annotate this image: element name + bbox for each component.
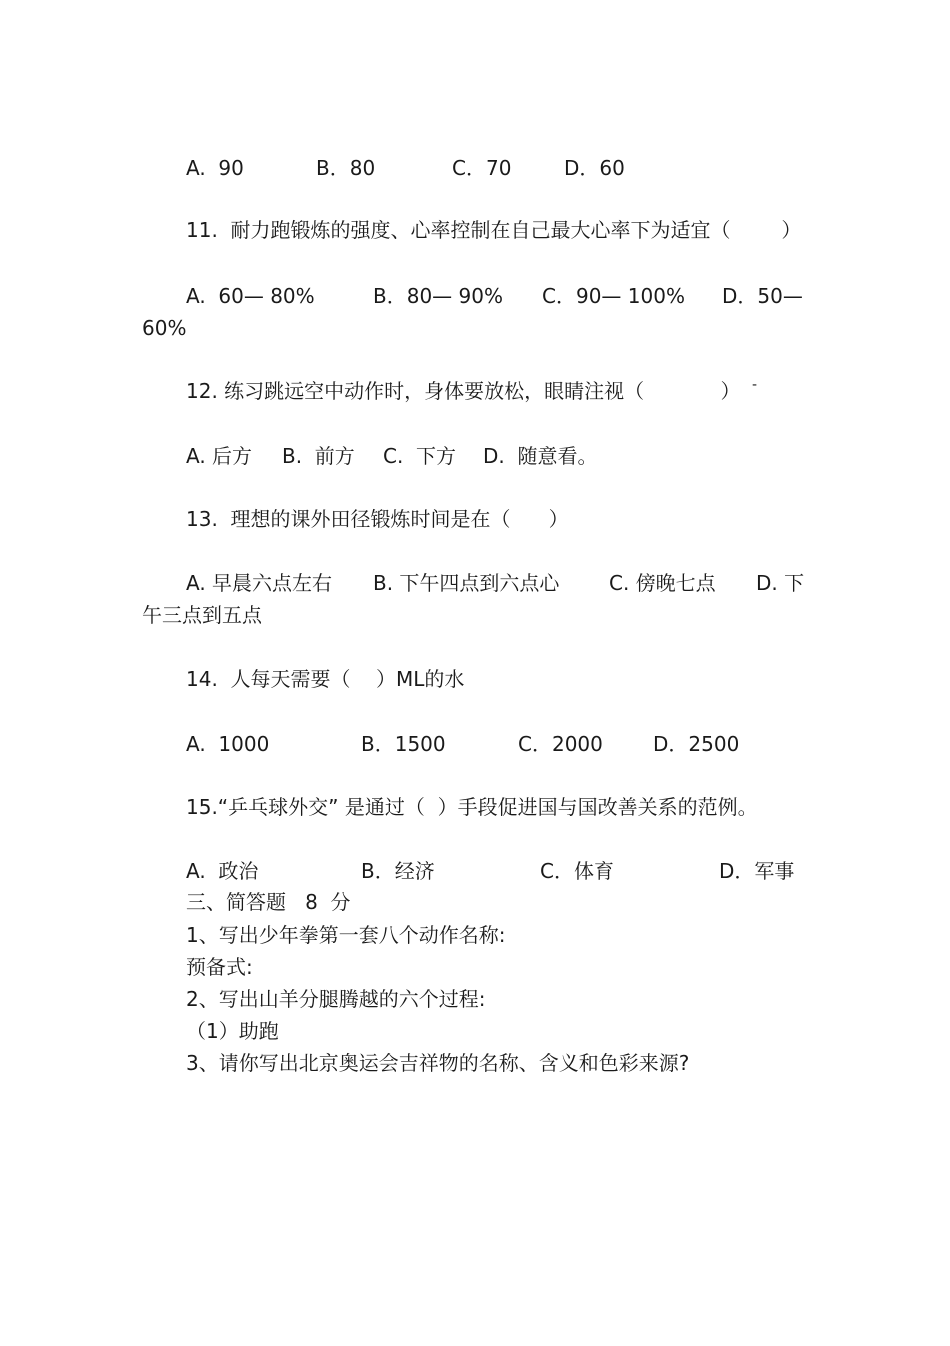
section3-question-3: 3、请你写出北京奥运会吉祥物的名称、含义和色彩来源?: [186, 1051, 690, 1075]
q12-stem: 12. 练习跳远空中动作时，身体要放松，眼睛注视（ ）: [186, 379, 741, 403]
q14-stem: 14. 人每天需要（ ）ML的水: [186, 667, 465, 691]
section3-heading: 三、简答题 8 分: [186, 890, 351, 914]
q11-option-a: A. 60— 80%: [186, 284, 315, 308]
q13-option-d-wrap: 午三点到五点: [142, 603, 262, 627]
q12-option-d: D. 随意看。: [483, 444, 598, 468]
section3-answer-2: （1）助跑: [186, 1019, 279, 1043]
q12-option-b: B. 前方: [282, 444, 355, 468]
q12-stray-mark: -: [752, 377, 758, 393]
q13-option-c: C. 傍晚七点: [609, 571, 716, 595]
q10-option-d: D．60: [564, 156, 625, 180]
q11-option-b: B．80— 90%: [373, 284, 503, 308]
q14-option-b: B．1500: [361, 732, 446, 756]
q12-option-a: A. 后方: [186, 444, 253, 468]
q10-option-a: A. 90: [186, 156, 244, 180]
q10-option-b: B．80: [316, 156, 376, 180]
q11-stem: 11. 耐力跑锻炼的强度、心率控制在自己最大心率下为适宜（ ）: [186, 218, 802, 242]
q15-option-b: B．经济: [361, 859, 435, 883]
q15-option-a: A. 政治: [186, 859, 259, 883]
q15-stem: 15.“乒乓球外交” 是通过（ ）手段促进国与国改善关系的范例。: [186, 795, 758, 819]
q10-option-c: C．70: [452, 156, 512, 180]
q15-option-d: D．军事: [719, 859, 795, 883]
q13-option-b: B. 下午四点到六点心: [373, 571, 560, 595]
q11-option-c: C．90— 100%: [542, 284, 685, 308]
q15-option-c: C．体育: [540, 859, 614, 883]
q14-option-a: A. 1000: [186, 732, 270, 756]
q12-option-c: C. 下方: [383, 444, 457, 468]
q13-option-d: D. 下: [756, 571, 805, 595]
q13-option-a: A. 早晨六点左右: [186, 571, 333, 595]
q11-option-d: D．50—: [722, 284, 803, 308]
section3-question-1: 1、写出少年拳第一套八个动作名称:: [186, 923, 506, 947]
section3-answer-1: 预备式:: [186, 955, 253, 979]
section3-question-2: 2、写出山羊分腿腾越的六个过程:: [186, 987, 486, 1011]
q13-stem: 13. 理想的课外田径锻炼时间是在（ ）: [186, 507, 569, 531]
q11-option-d-wrap: 60%: [142, 316, 187, 340]
q14-option-d: D．2500: [653, 732, 740, 756]
q14-option-c: C．2000: [518, 732, 603, 756]
